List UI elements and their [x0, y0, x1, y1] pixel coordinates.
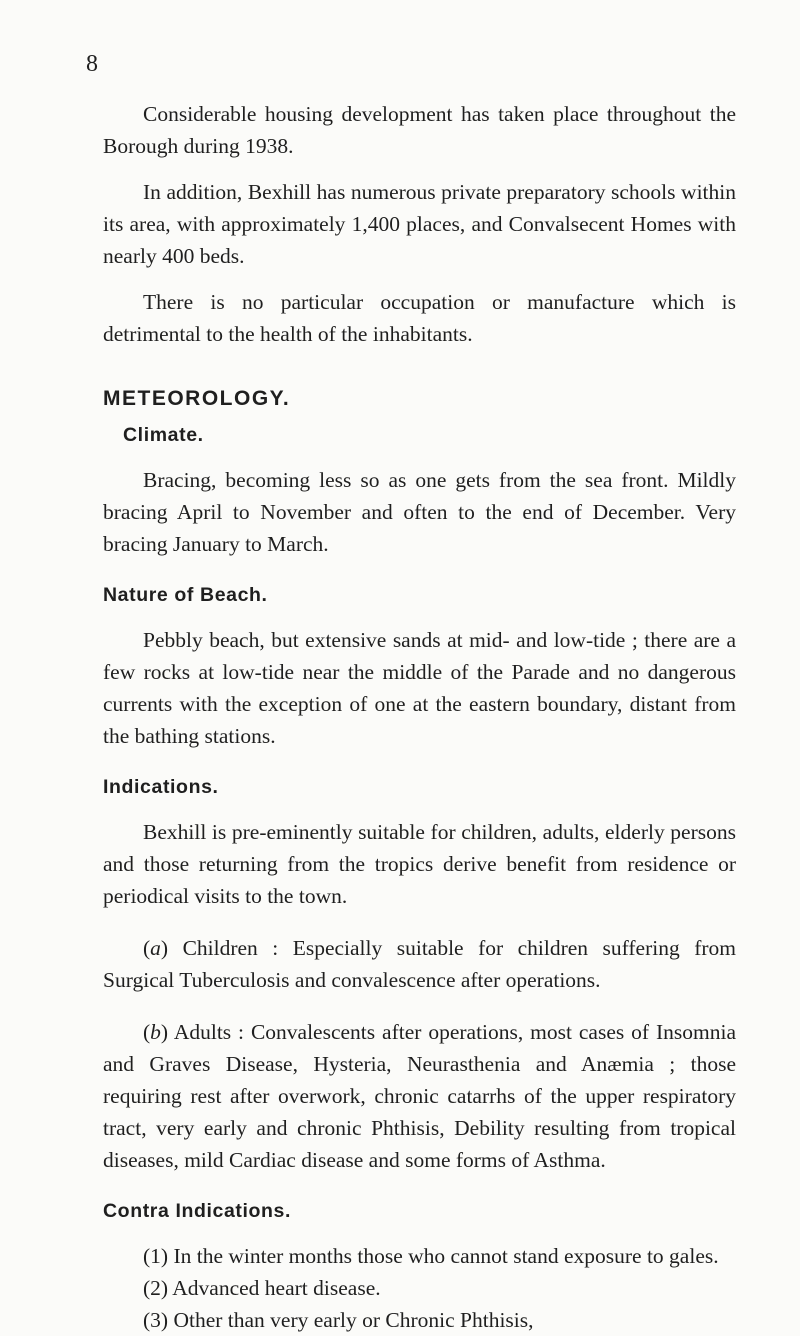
item-text: Advanced heart disease.: [172, 1276, 381, 1300]
paragraph-climate: Bracing, becoming less so as one gets from the sea front. Mildly bracing April to November and often to the end of December. Very bracing January to March.: [103, 468, 736, 556]
paragraph-housing: Considerable housing development has taken place throughout the Borough during 1938.: [103, 102, 736, 158]
indication-item-adults: (b) Adults : Convalescents after operations, most cases of Insomnia and Graves Disease, Hysteria, Neurasthenia and Anæmia ; those requiring rest after overwork, chronic catarrhs of the upper respiratory tract, very early and chronic Phthisis, Debility resulting from tropical diseases, mild Cardiac disease and some forms of Asthma.: [103, 1020, 736, 1172]
item-label: a: [150, 936, 161, 960]
contra-item: [103, 1272, 736, 1304]
subheading-indications: Indications.: [103, 776, 219, 798]
contra-item: [103, 1240, 736, 1272]
section-heading-meteorology: METEOROLOGY.: [103, 387, 291, 410]
indication-item-children: (a) Children : Especially suitable for children suffering from Surgical Tuberculosis and convalescence after operations.: [103, 936, 736, 992]
paragraph-schools: In addition, Bexhill has numerous private preparatory schools within its area, with approximately 1,400 places, and Convalsecent Homes with nearly 400 beds.: [103, 180, 736, 268]
item-text: Adults : Convalescents after operations, most cases of Insomnia and Graves Disease, Hysteria, Neurasthenia and Anæmia ; those requiring rest after overwork, chronic catarrhs of the upper respiratory tract, very early and chronic Phthisis, Debility resulting from tropical diseases, mild Cardiac disease and some forms of Asthma.: [103, 1020, 736, 1172]
paragraph-indications: Bexhill is pre-eminently suitable for children, adults, elderly persons and those returning from the tropics derive benefit from residence or periodical visits to the town.: [103, 820, 736, 908]
subheading-beach: Nature of Beach.: [103, 584, 268, 606]
item-text: In the winter months those who cannot stand exposure to gales.: [173, 1244, 719, 1268]
item-text: Other than very early or Chronic Phthisis,: [173, 1308, 534, 1332]
item-label: b: [150, 1020, 161, 1044]
item-label: (3): [143, 1308, 169, 1332]
paragraph-occupation: There is no particular occupation or manufacture which is detrimental to the health of the inhabitants.: [103, 290, 736, 346]
document-body: [103, 98, 736, 1336]
subheading-climate: Climate.: [123, 424, 204, 446]
paragraph-beach: Pebbly beach, but extensive sands at mid- and low-tide ; there are a few rocks at low-tide near the middle of the Parade and no dangerous currents with the exception of one at the eastern boundary, distant from the bathing stations.: [103, 628, 736, 748]
item-text: Children : Especially suitable for children suffering from Surgical Tuberculosis and convalescence after operations.: [103, 936, 736, 992]
page-number: 8: [86, 51, 98, 77]
subheading-contra-indications: Contra Indications.: [103, 1200, 291, 1222]
item-label: (2): [143, 1276, 169, 1300]
item-label: (1): [143, 1244, 169, 1268]
contra-item: [103, 1304, 736, 1336]
